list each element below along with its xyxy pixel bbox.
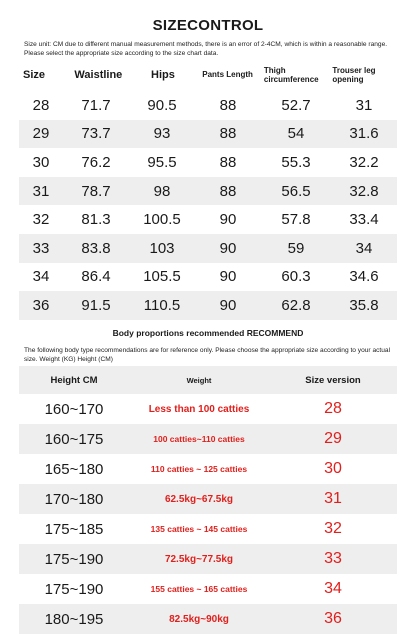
cell-thigh: 57.8 — [281, 211, 311, 229]
cell-size-version: 32 — [324, 520, 342, 537]
cell-waistline: 83.8 — [81, 239, 111, 257]
cell-leg-opening: 31 — [355, 96, 373, 114]
cell-waistline: 78.7 — [81, 182, 111, 200]
header-hips: Hips — [151, 68, 175, 81]
table-row — [19, 604, 397, 634]
size-table-header — [19, 58, 397, 91]
recommend-section-title: Body proportions recommended RECOMMEND — [112, 328, 304, 338]
table-row — [19, 177, 397, 206]
cell-weight: 155 catties ~ 165 catties — [150, 584, 248, 594]
header-waistline: Waistline — [74, 68, 123, 81]
cell-weight: 72.5kg~77.5kg — [164, 553, 234, 565]
cell-height: 180~195 — [44, 610, 104, 628]
size-table — [19, 58, 397, 320]
cell-thigh: 52.7 — [281, 96, 311, 114]
cell-size-version: 29 — [324, 430, 342, 447]
header-trouser-leg-opening: Trouser leg opening — [332, 65, 376, 84]
cell-size: 32 — [32, 211, 50, 229]
table-row — [19, 394, 397, 424]
table-row — [19, 148, 397, 177]
table-row — [19, 234, 397, 263]
cell-thigh: 54 — [287, 125, 305, 143]
cell-leg-opening: 32.2 — [349, 153, 379, 171]
cell-waistline: 81.3 — [81, 211, 111, 229]
header-size-version: Size version — [305, 374, 361, 386]
cell-pants-length: 90 — [219, 211, 237, 229]
table-row — [19, 263, 397, 292]
header-weight: Weight — [186, 375, 212, 385]
cell-pants-length: 88 — [219, 125, 237, 143]
header-height: Height CM — [50, 374, 98, 386]
table-row — [19, 574, 397, 604]
cell-pants-length: 90 — [219, 268, 237, 286]
cell-pants-length: 90 — [219, 239, 237, 257]
cell-size-version: 36 — [324, 610, 342, 627]
cell-waistline: 91.5 — [81, 296, 111, 314]
page-title: SIZECONTROL — [152, 17, 264, 34]
table-row — [19, 544, 397, 574]
table-row — [19, 424, 397, 454]
recommend-table — [19, 366, 397, 634]
cell-waistline: 71.7 — [81, 96, 111, 114]
cell-weight: 135 catties ~ 145 catties — [150, 524, 248, 534]
measurement-note: Size unit: CM due to different manual measurement methods, there is an error of 2-4CM, which is within a reasonable range. Please select the appropriate size according to the size chart data. — [24, 41, 388, 57]
cell-height: 175~190 — [44, 580, 104, 598]
header-size: Size — [23, 68, 46, 81]
cell-leg-opening: 32.8 — [349, 182, 379, 200]
cell-leg-opening: 34 — [355, 239, 373, 257]
cell-size: 33 — [32, 239, 50, 257]
cell-hips: 110.5 — [143, 296, 181, 314]
cell-thigh: 56.5 — [281, 182, 311, 200]
table-row — [19, 484, 397, 514]
cell-height: 170~180 — [44, 490, 104, 508]
table-row — [19, 120, 397, 149]
cell-hips: 95.5 — [147, 153, 177, 171]
cell-size: 34 — [32, 268, 50, 286]
cell-weight: 82.5kg~90kg — [169, 613, 229, 625]
cell-hips: 90.5 — [147, 96, 177, 114]
table-row — [19, 205, 397, 234]
cell-hips: 105.5 — [143, 268, 181, 286]
cell-thigh: 59 — [287, 239, 305, 257]
cell-size-version: 28 — [324, 400, 342, 417]
cell-waistline: 86.4 — [81, 268, 111, 286]
cell-weight: Less than 100 catties — [148, 403, 250, 415]
cell-leg-opening: 33.4 — [349, 211, 379, 229]
cell-hips: 100.5 — [143, 211, 181, 229]
header-pants-length: Pants Length — [202, 70, 253, 79]
cell-waistline: 73.7 — [81, 125, 111, 143]
cell-leg-opening: 31.6 — [349, 125, 379, 143]
table-row — [19, 454, 397, 484]
cell-leg-opening: 34.6 — [349, 268, 379, 286]
cell-pants-length: 88 — [219, 96, 237, 114]
cell-size: 31 — [32, 182, 50, 200]
cell-height: 160~170 — [44, 400, 104, 418]
cell-pants-length: 90 — [219, 296, 237, 314]
cell-pants-length: 88 — [219, 182, 237, 200]
cell-pants-length: 88 — [219, 153, 237, 171]
recommend-table-header — [19, 366, 397, 394]
cell-thigh: 60.3 — [281, 268, 311, 286]
cell-size: 29 — [32, 125, 50, 143]
cell-size-version: 31 — [324, 490, 342, 507]
cell-height: 175~185 — [44, 520, 104, 538]
cell-size-version: 33 — [324, 550, 342, 567]
cell-height: 160~175 — [44, 430, 104, 448]
cell-thigh: 55.3 — [281, 153, 311, 171]
table-row — [19, 291, 397, 320]
cell-height: 175~190 — [44, 550, 104, 568]
cell-waistline: 76.2 — [81, 153, 111, 171]
cell-thigh: 62.8 — [281, 296, 311, 314]
cell-hips: 98 — [153, 182, 171, 200]
cell-hips: 103 — [149, 239, 175, 257]
cell-weight: 100 catties~110 catties — [153, 434, 245, 444]
cell-size: 36 — [32, 296, 50, 314]
cell-weight: 110 catties ~ 125 catties — [150, 464, 248, 474]
header-thigh-circumference: Thigh circumference — [263, 65, 319, 84]
cell-size: 28 — [32, 96, 50, 114]
recommend-note: The following body type recommendations are for reference only. Please choose the appropriate size according to your actual size. Weight (KG) Height (CM) — [24, 347, 391, 363]
cell-weight: 62.5kg~67.5kg — [164, 493, 234, 505]
cell-size-version: 30 — [324, 460, 342, 477]
cell-height: 165~180 — [44, 460, 104, 478]
cell-leg-opening: 35.8 — [349, 296, 379, 314]
cell-hips: 93 — [153, 125, 171, 143]
table-row — [19, 91, 397, 120]
cell-size: 30 — [32, 153, 50, 171]
cell-size-version: 34 — [324, 580, 342, 597]
table-row — [19, 514, 397, 544]
